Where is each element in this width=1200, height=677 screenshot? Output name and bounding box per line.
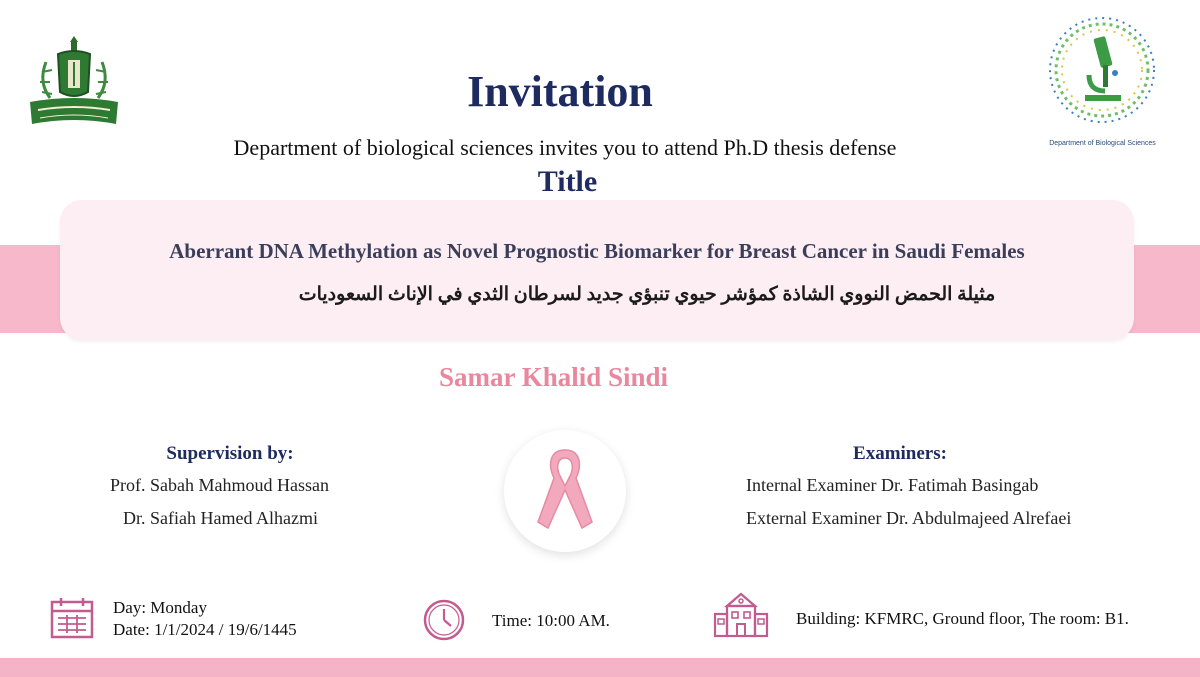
ribbon-badge	[504, 430, 626, 552]
supervision-label: Supervision by:	[166, 443, 294, 464]
building-text: Building: KFMRC, Ground floor, The room: B1.	[796, 609, 1129, 628]
external-examiner: External Examiner Dr. Abdulmajeed Alrefaei	[746, 508, 1072, 528]
thesis-title-card	[60, 200, 1134, 340]
bottom-pink-bar	[0, 658, 1200, 677]
department-logo-caption: Department of Biological Sciences	[1049, 140, 1156, 147]
supervisor-1: Prof. Sabah Mahmoud Hassan	[110, 475, 329, 495]
date-text: Date: 1/1/2024 / 19/6/1445	[113, 620, 297, 639]
pink-ribbon-icon	[504, 430, 626, 552]
day-text: Day: Monday	[113, 598, 207, 617]
thesis-title-arabic: مثيلة الحمض النووي الشاذة كمؤشر حيوي تنبؤي جديد لسرطان الثدي في الإناث السعوديات	[298, 284, 996, 305]
building-icon	[713, 590, 769, 638]
time-text: Time: 10:00 AM.	[492, 611, 610, 630]
supervisor-2: Dr. Safiah Hamed Alhazmi	[123, 508, 318, 528]
clock-icon	[422, 598, 466, 642]
invitation-subtitle: Department of biological sciences invites you to attend Ph.D thesis defense	[233, 135, 897, 160]
invitation-heading: Invitation	[467, 67, 653, 116]
candidate-name: Samar Khalid Sindi	[438, 362, 669, 392]
internal-examiner: Internal Examiner Dr. Fatimah Basingab	[746, 475, 1039, 495]
examiners-label: Examiners:	[853, 443, 947, 464]
thesis-title-english: Aberrant DNA Methylation as Novel Prognostic Biomarker for Breast Cancer in Saudi Females	[169, 239, 1025, 263]
calendar-icon	[50, 597, 94, 639]
title-label: Title	[537, 165, 598, 198]
